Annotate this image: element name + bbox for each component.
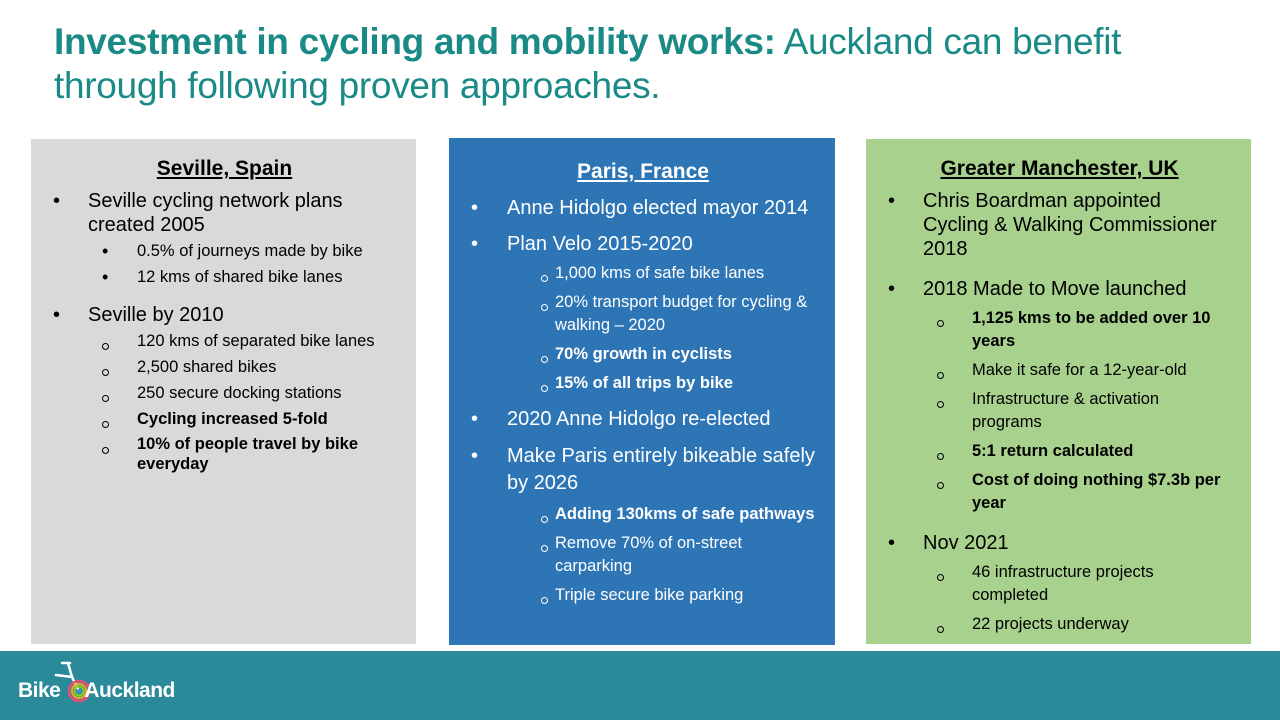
manchester-sub-item: Cost of doing nothing $7.3b per year (888, 469, 1231, 515)
slide-title (54, 20, 1154, 108)
paris-bullet-re-elected: • 2020 Anne Hidolgo re-elected (471, 407, 815, 431)
paris-sub-item: 70% growth in cyclists (493, 343, 815, 366)
manchester-sub-item: Make it safe for a 12-year-old (888, 359, 1231, 382)
seville-panel (31, 139, 416, 644)
paris-sub-item: 15% of all trips by bike (493, 372, 815, 395)
seville-heading: Seville, Spain (156, 157, 293, 180)
paris-sub-item: Triple secure bike parking (493, 584, 815, 607)
paris-sub-item: 1,000 kms of safe bike lanes (493, 262, 815, 285)
seville-sub-item: Cycling increased 5-fold (53, 408, 396, 431)
manchester-panel (866, 139, 1251, 644)
logo-text: Bike Auckland (18, 679, 175, 702)
seville-sub-item: • 0.5% of journeys made by bike (53, 240, 396, 263)
seville-sub-item: • 12 kms of shared bike lanes (53, 266, 396, 289)
manchester-sub-item: 5:1 return calculated (888, 440, 1231, 463)
paris-heading: Paris, France (577, 160, 709, 183)
seville-bullet-network-plans: • Seville cycling network plans created 2005 (53, 189, 396, 237)
paris-sub-item: 20% transport budget for cycling & walking – 2020 (493, 291, 815, 337)
manchester-heading: Greater Manchester, UK (940, 157, 1179, 180)
paris-bullet-elected: • Anne Hidolgo elected mayor 2014 (471, 196, 815, 220)
manchester-bullet-commissioner: • Chris Boardman appointed Cycling & Walking Commissioner 2018 (888, 189, 1231, 261)
paris-bullet-plan-velo: • Plan Velo 2015-2020 (471, 232, 815, 256)
manchester-bullet-nov-2021: • Nov 2021 (888, 531, 1231, 555)
paris-panel (449, 138, 835, 645)
seville-sub-item: 120 kms of separated bike lanes (53, 330, 396, 353)
manchester-sub-item: 46 infrastructure projects completed (888, 561, 1231, 607)
manchester-bullet-made-to-move: • 2018 Made to Move launched (888, 277, 1231, 301)
slide-title-bold: Investment in cycling and mobility works: (54, 21, 776, 62)
bike-auckland-logo (18, 661, 193, 711)
footer-bar (0, 651, 1280, 720)
manchester-sub-item: Infrastructure & activation programs (888, 388, 1231, 434)
seville-sub-item: 10% of people travel by bike everyday (53, 434, 396, 474)
paris-sub-item: Remove 70% of on-street carparking (493, 532, 815, 578)
manchester-sub-item: 1,125 kms to be added over 10 years (888, 307, 1231, 353)
paris-bullet-bikeable: • Make Paris entirely bikeable safely by 2026 (471, 443, 815, 497)
seville-bullet-by-2010: • Seville by 2010 (53, 303, 396, 327)
manchester-sub-item: 22 projects underway (888, 613, 1231, 636)
slide-title-rest: Auckland can benefit through following proven approaches. (54, 21, 1122, 106)
paris-sub-item: Adding 130kms of safe pathways (493, 503, 815, 526)
seville-sub-item: 250 secure docking stations (53, 382, 396, 405)
seville-sub-item: 2,500 shared bikes (53, 356, 396, 379)
